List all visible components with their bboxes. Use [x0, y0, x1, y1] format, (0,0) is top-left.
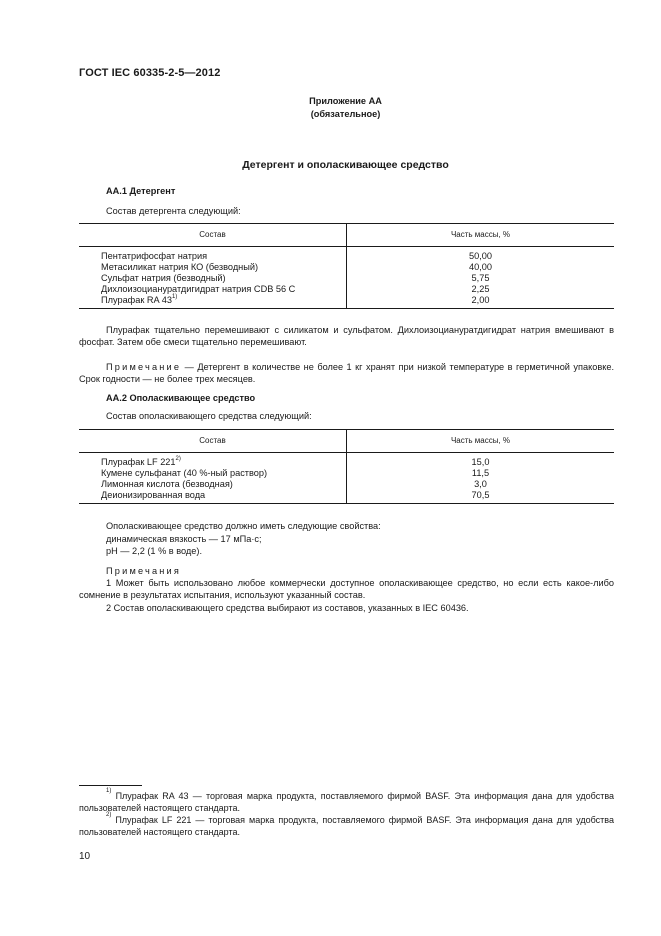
ingredient-name: Дихлоизоциануратдигидрат натрия CDB 56 С: [101, 284, 296, 294]
ingredient-mass: 70,5: [347, 490, 615, 504]
table-row: [79, 453, 614, 469]
ingredient-name: Сульфат натрия (безводный): [101, 273, 226, 283]
table-row: [79, 490, 614, 504]
ingredient-mass: 2,25: [347, 284, 615, 295]
ingredient-mass: 11,5: [347, 468, 615, 479]
ingredient-mass: 3,0: [347, 479, 615, 490]
ingredient-name: Кумене сульфанат (40 %-ный раствор): [101, 468, 268, 478]
annex-status: (обязательное): [310, 109, 381, 119]
column-header-composition: Состав: [79, 430, 347, 453]
table-row: [79, 247, 614, 263]
property-viscosity: динамическая вязкость — 17 мПа·с;: [106, 534, 262, 544]
column-header-mass: Часть массы, %: [347, 224, 615, 247]
ingredient-name: Деионизированная вода: [79, 490, 347, 504]
ingredient-name: Метасиликат натрия КО (безводный): [101, 262, 259, 272]
page-number: 10: [79, 851, 91, 862]
footnote-mark: 1): [106, 788, 112, 794]
ingredient-mass: 50,00: [347, 247, 615, 263]
note-2: 2 Состав ополаскивающего средства выбирают из составов, указанных в IEC 60436.: [106, 603, 469, 613]
section-intro-aa1: Состав детергента следующий:: [106, 206, 241, 216]
table-row: [79, 273, 614, 284]
column-header-mass: Часть массы, %: [347, 430, 615, 453]
mixing-instructions: Плурафак тщательно перемешивают с силикатом и сульфатом. Дихлоизоциануратдигидрат натрия вмешивают в фосфат. Затем обе смеси тщательно перемешивают.: [79, 325, 614, 347]
ingredient-mass: 5,75: [347, 273, 615, 284]
footnote-1: $^{1)}$ Плурафак RA 43 — торговая марка продукта, поставляемого фирмой BASF. Эта информация дана для удобства пользователей настоящего стандарта.: [79, 788, 614, 813]
ingredient-name: Плурафак LF 221$^{2)}$: [101, 456, 181, 467]
note-label: Примечание: [106, 362, 182, 372]
notes-label: Примечания: [106, 566, 182, 576]
section-intro-aa2: Состав ополаскивающего средства следующий:: [106, 411, 312, 421]
main-title: Детергент и ополаскивающее средство: [242, 159, 449, 171]
note-1: 1 Может быть использовано любое коммерчески доступное ополаскивающее средство, но если есть какое-либо сомнение в результатах испытания, используют указанный состав.: [79, 578, 614, 600]
footnote-divider: [79, 785, 142, 786]
ingredient-name: Плурафак RA 43$^{1)}$: [79, 295, 347, 309]
ingredient-mass: 40,00: [347, 262, 615, 273]
document-code: ГОСТ IEC 60335-2-5—2012: [79, 67, 221, 79]
detergent-composition-table: [79, 223, 614, 309]
properties-intro: Ополаскивающее средство должно иметь следующие свойства:: [106, 521, 381, 531]
table-row: [79, 284, 614, 295]
table-row: [79, 295, 614, 309]
column-header-composition: Состав: [79, 224, 347, 247]
rinse-aid-composition-table: [79, 429, 614, 504]
property-ph: pH — 2,2 (1 % в воде).: [106, 546, 203, 556]
footnote-ref: 1): [171, 294, 178, 300]
ingredient-mass: 15,0: [347, 453, 615, 469]
section-heading-aa1: АА.1 Детергент: [106, 186, 176, 196]
table-row: [79, 479, 614, 490]
ingredient-name: Лимонная кислота (безводная): [101, 479, 233, 489]
table-row: [79, 262, 614, 273]
annex-title: Приложение АА: [309, 96, 382, 106]
ingredient-name: Пентатрифосфат натрия: [101, 251, 208, 261]
footnote-ref: 2): [175, 456, 181, 462]
footnote-2: $^{2)}$ Плурафак LF 221 — торговая марка продукта, поставляемого фирмой BASF. Эта информация дана для удобства пользователей настоящего стандарта.: [79, 812, 614, 837]
detergent-note: Примечание — Детергент в количестве не более 1 кг хранят при низкой температуре в герметичной упаковке. Срок годности — не более трех месяцев.: [79, 362, 614, 384]
ingredient-mass: 2,00: [347, 295, 615, 309]
section-heading-aa2: АА.2 Ополаскивающее средство: [106, 393, 256, 403]
table-row: [79, 468, 614, 479]
footnote-mark: 2): [106, 812, 112, 818]
